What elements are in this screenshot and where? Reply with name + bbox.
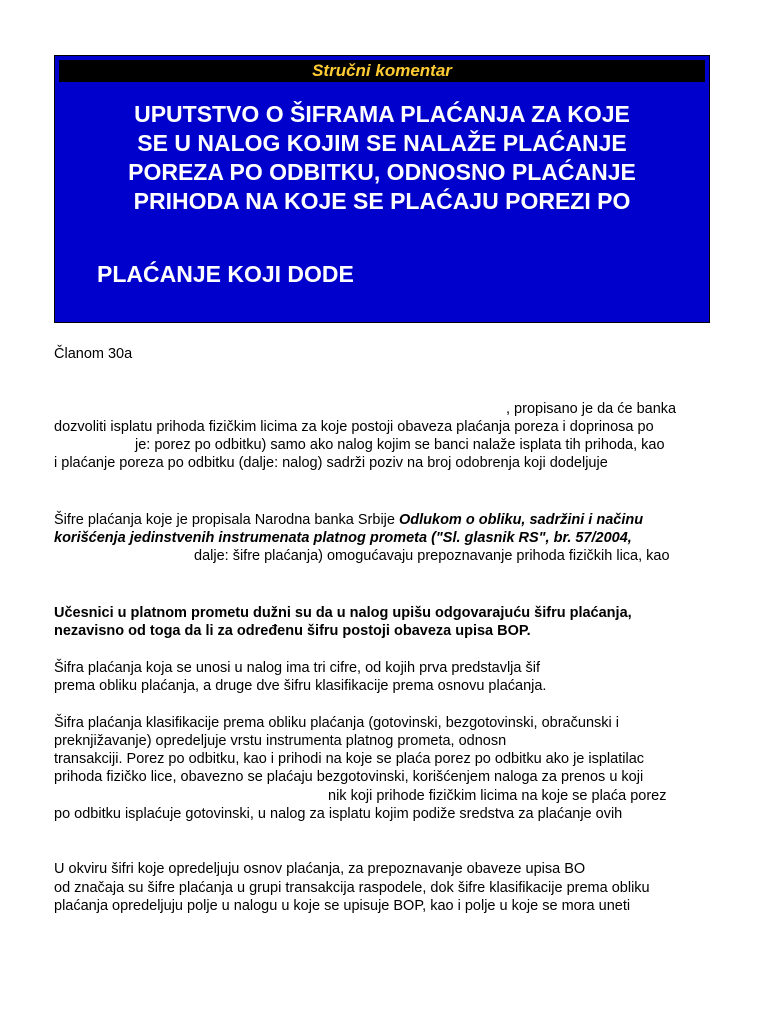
banner-label: Stručni komentar (59, 60, 705, 82)
title-line: POREZA PO ODBITKU, ODNOSNO PLAĆANJE (128, 159, 636, 185)
document-title (55, 100, 709, 216)
paragraph-line: po odbitku isplaćuje gotovinski, u nalog za isplatu kojim podiže sredstva za plaćanje ovih (54, 806, 623, 822)
paragraph-line: Šifra plaćanja koja se unosi u nalog ima tri cifre, od kojih prva predstavlja šif (54, 660, 540, 676)
document-subtitle: PLAĆANJE KOJI DODE (97, 261, 354, 287)
paragraph-line: je: porez po odbitku) samo ako nalog kojim se banci nalaže isplata tih prihoda, kao (135, 437, 665, 453)
regulation-reference: Odlukom o obliku, sadržini i načinu (398, 512, 644, 528)
header-banner (54, 55, 710, 323)
paragraph-line: dozvoliti isplatu prihoda fizičkim licima za koje postoji obaveza plaćanja poreza i doprinosa po (54, 419, 654, 435)
paragraph-line: od značaja su šifre plaćanja u grupi transakcija raspodele, dok šifre klasifikacije prema obliku (54, 880, 650, 896)
title-line: SE U NALOG KOJIM SE NALAŽE PLAĆANJE (137, 130, 627, 156)
regulation-reference: korišćenja jedinstvenih instrumenata platnog prometa ("Sl. glasnik RS", br. 57/2004, (54, 530, 632, 546)
title-line: PRIHODA NA KOJE SE PLAĆAJU POREZI PO (133, 188, 631, 214)
paragraph-line: preknjižavanje) opredeljuje vrstu instrumenta platnog prometa, odnosn (54, 733, 507, 749)
emphasis-line: nezavisno od toga da li za određenu šifru postoji obaveza upisa BOP. (54, 623, 531, 639)
paragraph-line (54, 511, 643, 529)
title-line: UPUTSTVO O ŠIFRAMA PLAĆANJA ZA KOJE (134, 101, 630, 127)
paragraph-text: Šifre plaćanja koje je propisala Narodna banka Srbije (54, 512, 399, 528)
paragraph-line: nik koji prihode fizičkim licima na koje se plaća porez (328, 788, 667, 804)
paragraph-line: dalje: šifre plaćanja) omogućavaju prepoznavanje prihoda fizičkih lica, kao (194, 548, 670, 564)
paragraph-line: transakciji. Porez po odbitku, kao i prihodi na koje se plaća porez po odbitku ako je isplatilac (54, 751, 645, 767)
paragraph-line: Šifra plaćanja klasifikacije prema obliku plaćanja (gotovinski, bezgotovinski, obračunski i (54, 715, 619, 731)
paragraph-line: plaćanja opredeljuju polje u nalogu u koje se upisuje BOP, kao i polje u koje se mora uneti (54, 898, 631, 914)
paragraph-line: prema obliku plaćanja, a druge dve šifru klasifikacije prema osnovu plaćanja. (54, 678, 547, 694)
paragraph-line: i plaćanje poreza po odbitku (dalje: nalog) sadrži poziv na broj odobrenja koji dodeljuje (54, 455, 608, 471)
paragraph-line: prihoda fizičko lice, obavezno se plaćaju bezgotovinski, korišćenjem naloga za prenos u koji (54, 769, 644, 785)
paragraph-line: Članom 30a (54, 346, 133, 362)
emphasis-line: Učesnici u platnom prometu dužni su da u nalog upišu odgovarajuću šifru plaćanja, (54, 605, 632, 621)
paragraph-line: U okviru šifri koje opredeljuju osnov plaćanja, za prepoznavanje obaveze upisa BO (54, 861, 586, 877)
paragraph-line: , propisano je da će banka (506, 401, 677, 417)
